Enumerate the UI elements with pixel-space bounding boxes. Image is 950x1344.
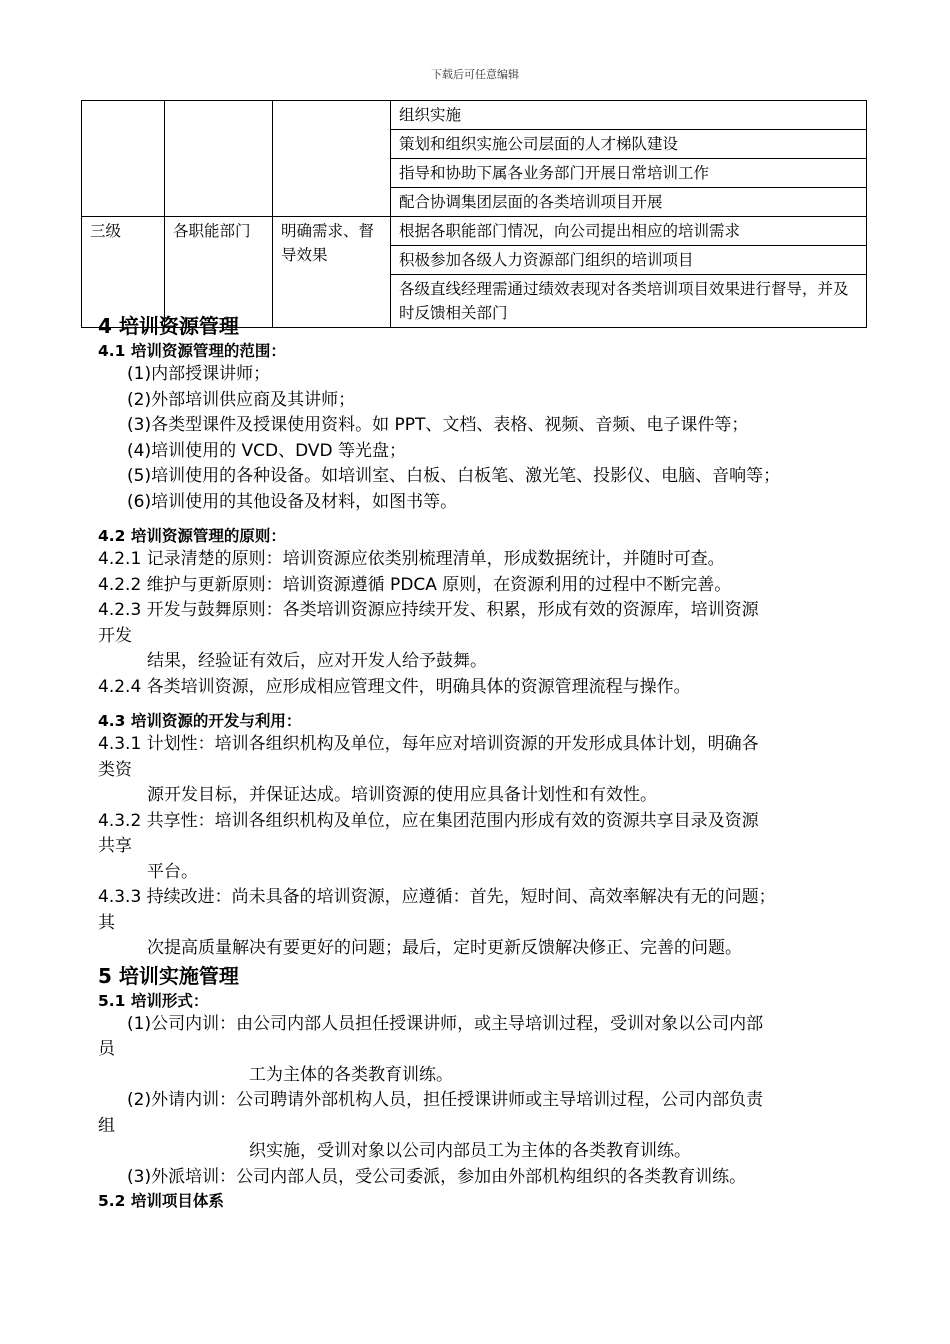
duty-cell: 指导和协助下属各业务部门开展日常培训工作 xyxy=(391,159,867,188)
paragraph: 织实施，受训对象以公司内部员工为主体的各类教育训练。 xyxy=(249,1141,691,1161)
paragraph: 开发 xyxy=(98,625,132,646)
list-item: (4)培训使用的 VCD、DVD 等光盘； xyxy=(127,440,406,461)
paragraph: 结果，经验证有效后，应对开发人给予鼓舞。 xyxy=(147,651,487,671)
paragraph: 源开发目标，并保证达成。培训资源的使用应具备计划性和有效性。 xyxy=(147,785,657,805)
duty-cell: 各级直线经理需通过绩效表现对各类培训项目效果进行督导，并及时反馈相关部门 xyxy=(391,275,867,328)
list-item: (3)各类型课件及授课使用资料。如 PPT、文档、表格、视频、音频、电子课件等； xyxy=(127,415,749,435)
paragraph: 4.2.1 记录清楚的原则：培训资源应依类别梳理清单，形成数据统计，并随时可查。 xyxy=(98,549,725,569)
dept-cell: 各职能部门 xyxy=(165,217,273,328)
role-cell: 明确需求、督导效果 xyxy=(273,217,391,328)
paragraph: (1)公司内训：由公司内部人员担任授课讲师，或主导培训过程，受训对象以公司内部 xyxy=(127,1013,764,1034)
section-5-2-title: 5.2 培训项目体系 xyxy=(98,1192,224,1210)
paragraph: 4.2.3 开发与鼓舞原则：各类培训资源应持续开发、积累，形成有效的资源库，培训资源 xyxy=(98,600,759,620)
paragraph: 4.2.4 各类培训资源，应形成相应管理文件，明确具体的资源管理流程与操作。 xyxy=(98,676,691,697)
level-cell xyxy=(82,101,165,217)
list-item: (2)外部培训供应商及其讲师； xyxy=(127,389,356,410)
section-5-title: 5 培训实施管理 xyxy=(98,963,239,988)
section-4-2-title: 4.2 培训资源管理的原则： xyxy=(98,527,286,545)
list-item: (1)内部授课讲师； xyxy=(127,364,271,384)
paragraph: 类资 xyxy=(98,759,132,780)
role-cell xyxy=(273,101,391,217)
paragraph: 4.3.1 计划性：培训各组织机构及单位，每年应对培训资源的开发形成具体计划，明确各 xyxy=(98,734,759,754)
paragraph: 4.3.2 共享性：培训各组织机构及单位，应在集团范围内形成有效的资源共享目录及资源 xyxy=(98,810,759,831)
paragraph: 共享 xyxy=(98,836,132,856)
dept-cell xyxy=(165,101,273,217)
list-item: (6)培训使用的其他设备及材料，如图书等。 xyxy=(127,491,458,512)
paragraph: 平台。 xyxy=(147,861,198,882)
section-5-1-title: 5.1 培训形式： xyxy=(98,991,209,1010)
paragraph: 次提高质量解决有要更好的问题；最后，定时更新反馈解决修正、完善的问题。 xyxy=(147,938,742,958)
duty-cell: 策划和组织实施公司层面的人才梯队建设 xyxy=(391,130,867,159)
paragraph: 员 xyxy=(98,1039,115,1059)
section-4-3-title: 4.3 培训资源的开发与利用： xyxy=(98,712,302,730)
document-body xyxy=(98,312,858,1212)
list-item: (5)培训使用的各种设备。如培训室、白板、白板笔、激光笔、投影仪、电脑、音响等； xyxy=(127,466,781,486)
section-4-1-title: 4.1 培训资源管理的范围： xyxy=(98,342,286,360)
duty-cell: 配合协调集团层面的各类培训项目开展 xyxy=(391,188,867,217)
duty-cell: 根据各职能部门情况，向公司提出相应的培训需求 xyxy=(391,217,867,246)
level-cell: 三级 xyxy=(82,217,165,328)
paragraph: (3)外派培训：公司内部人员，受公司委派，参加由外部机构组织的各类教育训练。 xyxy=(127,1166,747,1187)
paragraph: (2)外请内训：公司聘请外部机构人员，担任授课讲师或主导培训过程，公司内部负责 xyxy=(127,1090,764,1110)
paragraph: 其 xyxy=(98,912,115,933)
paragraph: 组 xyxy=(98,1115,115,1136)
duty-cell: 积极参加各级人力资源部门组织的培训项目 xyxy=(391,246,867,275)
paragraph: 4.3.3 持续改进：尚未具备的培训资源，应遵循：首先，短时间、高效率解决有无的问题； xyxy=(98,887,776,907)
paragraph: 工为主体的各类教育训练。 xyxy=(249,1064,453,1085)
section-4-title: 4 培训资源管理 xyxy=(98,314,239,338)
responsibility-table xyxy=(81,100,867,328)
table-row xyxy=(82,101,867,130)
paragraph: 4.2.2 维护与更新原则：培训资源遵循 PDCA 原则，在资源利用的过程中不断完善。 xyxy=(98,574,732,595)
table-row xyxy=(82,217,867,246)
duty-cell: 组织实施 xyxy=(391,101,867,130)
page-header: 下载后可任意编辑 xyxy=(431,68,519,81)
